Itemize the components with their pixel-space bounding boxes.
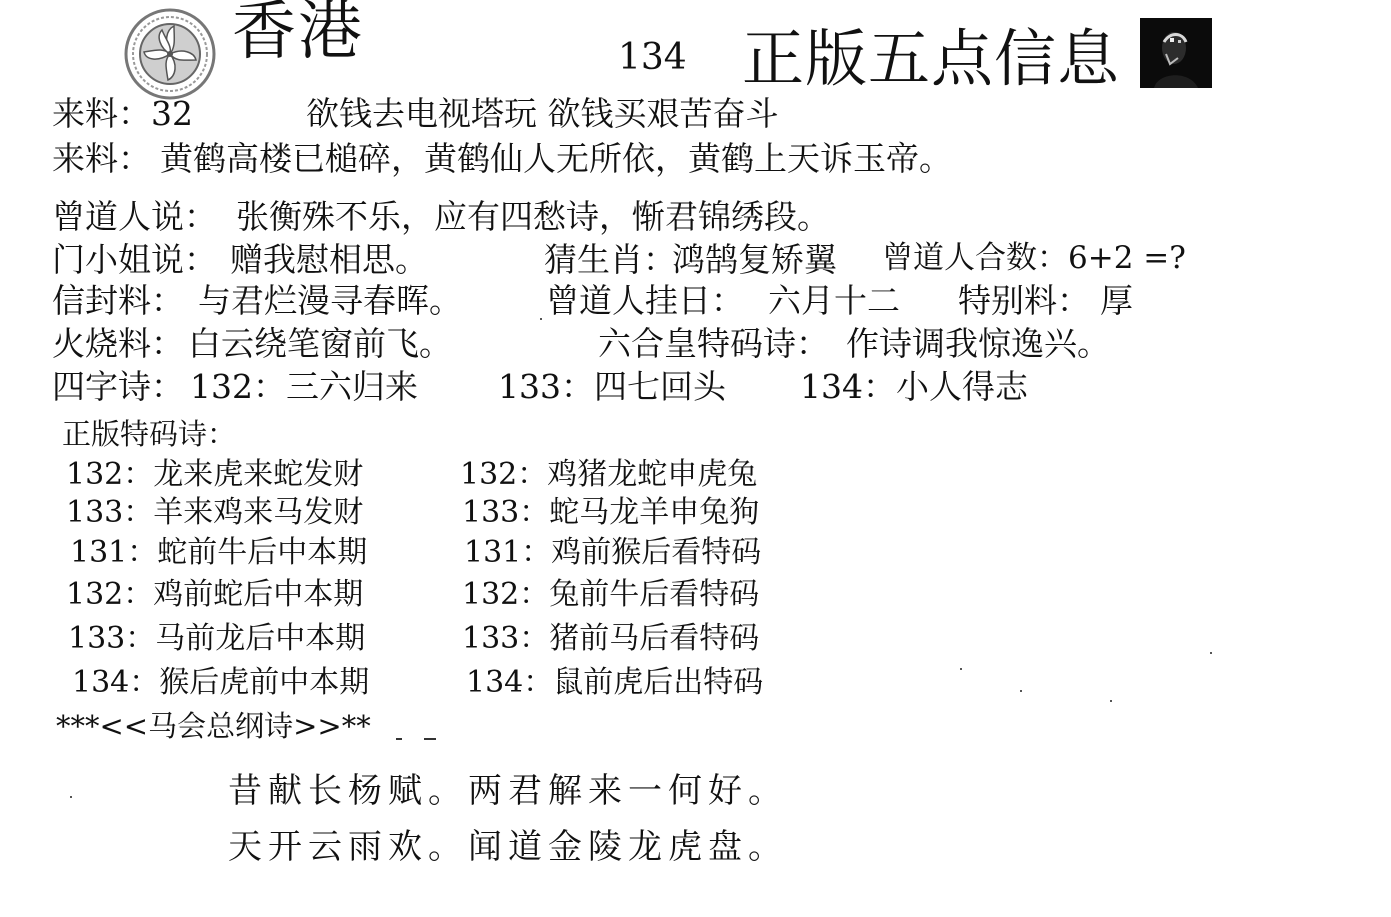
poem-line-2: 天开云雨欢。闻道金陵龙虎盘。 bbox=[228, 827, 788, 867]
tema-right-item: 133：猪前马后看特码 bbox=[462, 621, 760, 656]
zeng-daoren-label: 曾道人说： bbox=[52, 197, 217, 236]
hanging-date-label: 曾道人挂日： bbox=[546, 281, 744, 320]
source-1-text: 欲钱去电视塔玩 欲钱买艰苦奋斗 bbox=[306, 94, 779, 133]
source-2-text: 黄鹤高楼已槌碎，黄鹤仙人无所依，黄鹤上天诉玉帝。 bbox=[160, 139, 952, 178]
mahui-poem-title: ***<<马会总纲诗>>** bbox=[56, 709, 371, 743]
four-char-poem-133: 133：四七回头 bbox=[498, 367, 726, 406]
scan-speck bbox=[1110, 700, 1112, 702]
envelope-text: 与君烂漫寻春晖。 bbox=[198, 281, 462, 320]
tema-section-title: 正版特码诗： bbox=[62, 417, 237, 451]
guess-zodiac-label: 猜生肖： bbox=[544, 240, 676, 279]
tema-left-item: 132：龙来虎来蛇发财 bbox=[66, 457, 364, 492]
tema-left-item: 131：蛇前牛后中本期 bbox=[70, 535, 368, 570]
tema-left-item: 132：鸡前蛇后中本期 bbox=[66, 577, 364, 612]
special-label: 特别料： bbox=[958, 281, 1090, 320]
men-xiaojie-label: 门小姐说： bbox=[52, 240, 217, 279]
combined-number: 曾道人合数：6+2 =? bbox=[882, 240, 1186, 276]
poem-line-1: 昔献长杨赋。两君解来一何好。 bbox=[228, 771, 788, 811]
page-subtitle: 正版五点信息 bbox=[742, 22, 1121, 95]
envelope-label: 信封料： bbox=[52, 281, 184, 320]
issue-number: 134 bbox=[618, 37, 687, 78]
tema-left-item: 134：猴后虎前中本期 bbox=[72, 665, 370, 700]
hanging-date-text: 六月十二 bbox=[768, 281, 900, 320]
portrait-photo-icon bbox=[1140, 18, 1212, 88]
tema-right-item: 131：鸡前猴后看特码 bbox=[464, 535, 762, 570]
scan-speck bbox=[960, 668, 962, 670]
scan-speck bbox=[1020, 690, 1022, 692]
scan-dash bbox=[396, 738, 402, 740]
tema-right-item: 132：兔前牛后看特码 bbox=[462, 577, 760, 612]
source-1-label: 来料：32 bbox=[52, 94, 193, 133]
liuhe-label: 六合皇特码诗： bbox=[598, 324, 829, 363]
tema-left-item: 133：马前龙后中本期 bbox=[68, 621, 366, 656]
scan-speck bbox=[1210, 652, 1212, 654]
tema-right-item: 134：鼠前虎后出特码 bbox=[466, 665, 764, 700]
special-text: 厚 bbox=[1100, 281, 1133, 320]
tema-right-item: 132：鸡猪龙蛇申虎兔 bbox=[460, 457, 758, 492]
tema-right-item: 133：蛇马龙羊申兔狗 bbox=[462, 495, 760, 530]
four-char-poem-134: 134：小人得志 bbox=[800, 367, 1028, 406]
tema-left-item: 133：羊来鸡来马发财 bbox=[66, 495, 364, 530]
page-title: 香港 bbox=[232, 0, 364, 69]
liuhe-text: 作诗调我惊逸兴。 bbox=[846, 324, 1110, 363]
fire-label: 火烧料： bbox=[52, 324, 184, 363]
four-char-poem-132: 132：三六归来 bbox=[190, 367, 418, 406]
fire-text: 白云绕笔窗前飞。 bbox=[188, 324, 452, 363]
source-2-label: 来料： bbox=[52, 139, 151, 178]
scan-speck bbox=[70, 796, 72, 798]
zeng-daoren-text: 张衡殊不乐，应有四愁诗，惭君锦绣段。 bbox=[236, 197, 830, 236]
scan-dash bbox=[424, 738, 436, 740]
scan-speck bbox=[540, 318, 542, 320]
four-char-poem-label: 四字诗： bbox=[52, 367, 184, 406]
bauhinia-emblem-icon bbox=[124, 8, 216, 100]
guess-zodiac-text: 鸿鹄复矫翼 bbox=[672, 240, 837, 279]
men-xiaojie-text: 赠我慰相思。 bbox=[230, 240, 428, 279]
